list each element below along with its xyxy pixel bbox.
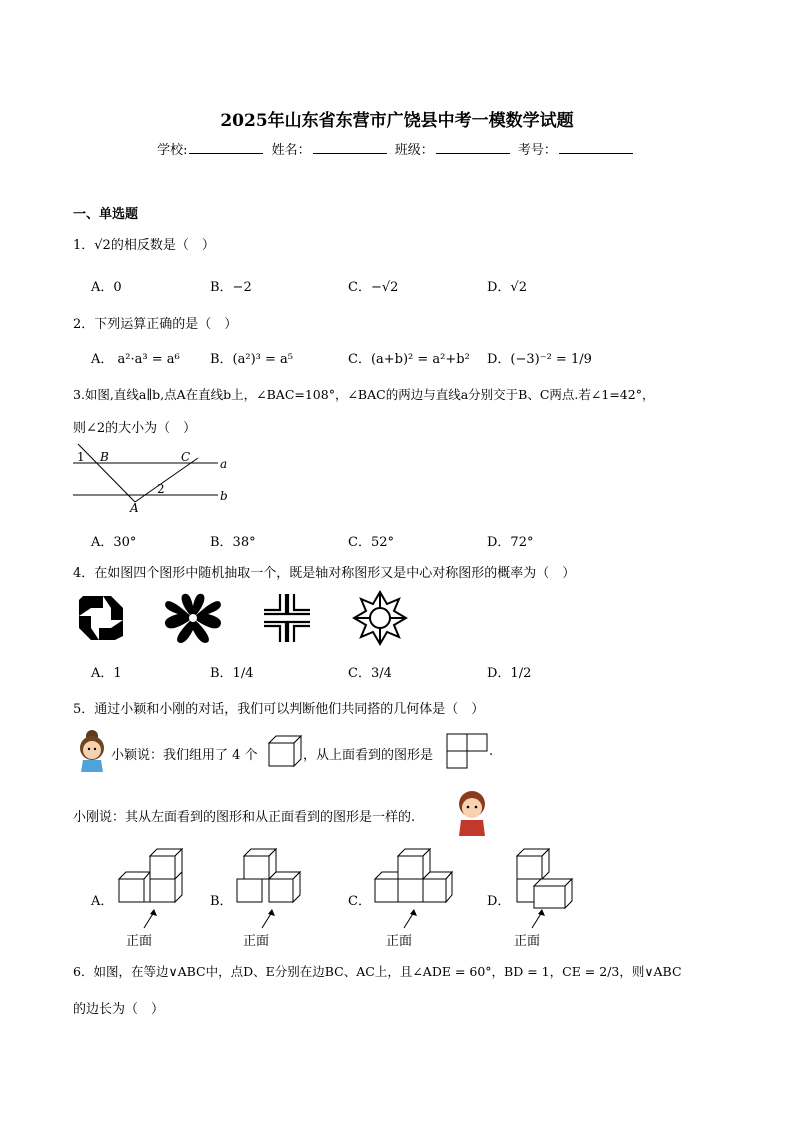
q4-stem: 4．在如图四个图形中随机抽取一个，既是轴对称图形又是中心对称图形的概率为（ ） xyxy=(73,566,576,581)
q5-option-a[interactable]: A． xyxy=(91,894,114,909)
class-blank[interactable] xyxy=(436,142,510,154)
section-heading: 一、单选题 xyxy=(73,207,139,222)
girl-avatar xyxy=(73,728,111,774)
front-arrow-a xyxy=(140,908,160,930)
q5-option-d-figure xyxy=(516,848,576,912)
q5-option-b[interactable]: B． xyxy=(210,894,233,909)
q3-stem-2: 则∠2的大小为（ ） xyxy=(73,421,197,436)
q4-figure-2 xyxy=(164,592,222,644)
q4-figure-4 xyxy=(352,590,408,646)
q5-option-d[interactable]: D． xyxy=(487,894,511,909)
q3-option-c[interactable]: C．52° xyxy=(348,535,394,550)
name-blank[interactable] xyxy=(313,142,387,154)
q4-option-c[interactable]: C．3/4 xyxy=(348,666,392,681)
exam-no-label: 考号： xyxy=(517,143,557,158)
class-label: 班级： xyxy=(394,143,434,158)
page-title: 2025年山东省东营市广饶县中考一模数学试题 xyxy=(220,111,574,131)
q3-label-1: 1 xyxy=(77,450,85,464)
q3-label-line-a: a xyxy=(220,457,228,471)
q5-xiaoying-part2: ，从上面看到的图形是 xyxy=(303,748,434,763)
q5-xiaoying-part1: 小颖说：我们组用了 4 个 xyxy=(111,748,258,763)
boy-avatar xyxy=(452,788,492,838)
q5-xiaogang: 小刚说：其从左面看到的图形和从正面看到的图形是一样的. xyxy=(73,810,416,825)
q3-option-d[interactable]: D．72° xyxy=(487,535,534,550)
q4-option-d[interactable]: D．1/2 xyxy=(487,666,532,681)
q2-option-a[interactable]: A． a²·a³ = a⁶ xyxy=(91,352,180,367)
front-label-d: 正面 xyxy=(514,934,541,949)
q1-option-a[interactable]: A．0 xyxy=(91,280,122,295)
q5-option-a-figure xyxy=(118,848,186,912)
front-label-c: 正面 xyxy=(386,934,413,949)
q6-stem: 6．如图，在等边∨ABC中，点D、E分别在边BC、AC上，且∠ADE = 60°，BD = 1，CE = 2/3，则∨ABC xyxy=(73,964,682,979)
q2-option-d[interactable]: D．(−3)⁻² = 1/9 xyxy=(487,352,592,367)
q3-label-2: 2 xyxy=(157,482,165,496)
cube-icon xyxy=(268,735,302,767)
q1-option-d[interactable]: D．√2 xyxy=(487,280,527,295)
front-arrow-c xyxy=(400,908,420,930)
q6-stem-2: 的边长为（ ） xyxy=(73,1002,165,1017)
q5-option-b-figure xyxy=(236,848,304,912)
q3-label-a-point: A xyxy=(130,501,139,515)
q3-figure xyxy=(73,442,243,514)
q3-option-b[interactable]: B．38° xyxy=(210,535,256,550)
top-view-icon xyxy=(446,733,488,769)
front-arrow-b xyxy=(258,908,278,930)
q3-label-line-b: b xyxy=(220,489,228,503)
q4-option-b[interactable]: B．1/4 xyxy=(210,666,254,681)
q2-option-b[interactable]: B．(a²)³ = a⁵ xyxy=(210,352,293,367)
q2-stem: 2．下列运算正确的是（ ） xyxy=(73,317,238,332)
name-label: 姓名： xyxy=(271,143,311,158)
q1-option-b[interactable]: B．−2 xyxy=(210,280,252,295)
front-label-a: 正面 xyxy=(126,934,153,949)
q5-stem: 5．通过小颖和小刚的对话，我们可以判断他们共同搭的几何体是（ ） xyxy=(73,702,485,717)
q5-option-c-figure xyxy=(374,848,454,912)
school-blank[interactable] xyxy=(189,142,263,154)
q3-option-a[interactable]: A．30° xyxy=(91,535,137,550)
q5-option-c[interactable]: C． xyxy=(348,894,371,909)
q1-option-c[interactable]: C．−√2 xyxy=(348,280,399,295)
q4-figure-1 xyxy=(75,592,127,644)
q3-label-b-point: B xyxy=(100,450,109,464)
q1-stem: 1．√2的相反数是（ ） xyxy=(73,238,215,253)
q5-period: . xyxy=(489,744,494,759)
q3-stem: 3.如图,直线a∥b,点A在直线b上，∠BAC=108°，∠BAC的两边与直线a分别交于B、C两点.若∠1=42°， xyxy=(73,387,655,402)
q2-option-c[interactable]: C．(a+b)² = a²+b² xyxy=(348,352,470,367)
school-label: 学校: xyxy=(157,143,188,158)
exam-no-blank[interactable] xyxy=(559,142,633,154)
front-label-b: 正面 xyxy=(243,934,270,949)
student-info xyxy=(0,139,794,158)
front-arrow-d xyxy=(528,908,548,930)
q3-label-c-point: C xyxy=(181,450,191,464)
q4-option-a[interactable]: A．1 xyxy=(91,666,122,681)
q4-figure-3 xyxy=(262,592,312,644)
